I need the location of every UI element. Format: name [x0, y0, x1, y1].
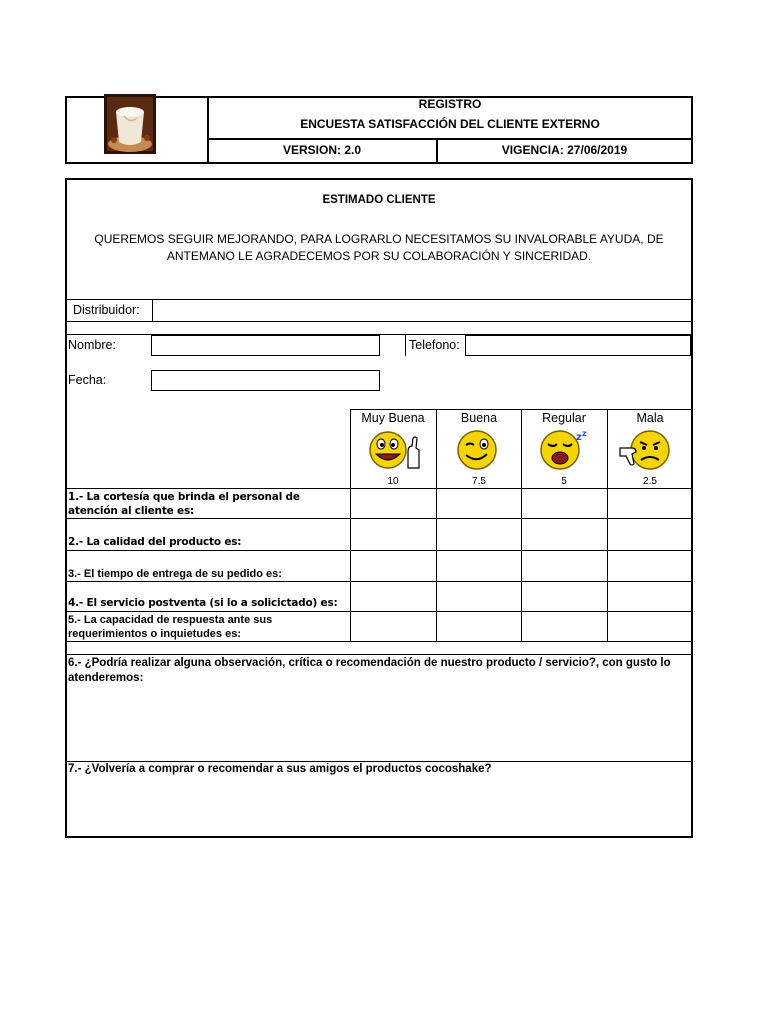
header-version: VERSION: 2.0: [282, 143, 362, 157]
winking-smiley-icon: [454, 428, 500, 472]
question-6-answer-area[interactable]: [66, 688, 692, 760]
drink-glass-icon: [104, 94, 156, 154]
distribuidor-label: Distribuidor:: [73, 303, 140, 317]
thumbs-down-smiley-icon: [618, 428, 672, 472]
answer-cell[interactable]: [351, 489, 436, 518]
rating-score-buena: 7.5: [472, 476, 486, 487]
telefono-field[interactable]: [465, 335, 691, 356]
question-1: 1.- La cortesía que brinda el personal de atención al cliente es:: [68, 491, 300, 517]
greeting: ESTIMADO CLIENTE: [322, 194, 436, 206]
rating-score-regular: 5: [561, 476, 567, 487]
question-7-answer-area[interactable]: [66, 780, 692, 836]
rating-score-muy-buena: 10: [387, 476, 399, 487]
svg-text:z: z: [582, 429, 587, 438]
question-5: 5.- La capacidad de respuesta ante sus requerimientos o inquietudes es:: [68, 614, 273, 640]
svg-text:z: z: [576, 432, 582, 443]
header-vigencia: VIGENCIA: 27/06/2019: [501, 143, 628, 157]
answer-cell[interactable]: [522, 489, 607, 518]
thumbs-up-smiley-icon: [366, 428, 422, 472]
fecha-label: Fecha:: [68, 373, 107, 387]
rating-label-buena: Buena: [460, 411, 498, 425]
intro-message: QUEREMOS SEGUIR MEJORANDO, PARA LOGRARLO NECESITAMOS SU INVALORABLE AYUDA, DE ANTEMANO LE AGRADECEMOS POR SU COLABORACIÓN Y SINCERIDAD.: [94, 232, 664, 263]
rating-label-mala: Mala: [636, 411, 664, 425]
rating-label-muy-buena: Muy Buena: [361, 411, 425, 425]
question-2: 2.- La calidad del producto es:: [68, 536, 242, 548]
question-3: 3.- El tiempo de entrega de su pedido es:: [68, 568, 282, 580]
telefono-label: Telefono:: [409, 338, 460, 352]
question-7: 7.- ¿Volvería a comprar o recomendar a sus amigos el productos cocoshake?: [68, 763, 492, 775]
question-6: 6.- ¿Podría realizar alguna observación, crítica o recomendación de nuestro producto / servicio?, con gusto lo atenderemos:: [68, 657, 671, 684]
distribuidor-field[interactable]: [153, 300, 691, 320]
answer-cell[interactable]: [608, 489, 692, 518]
answer-cell[interactable]: [437, 489, 521, 518]
rating-label-regular: Regular: [542, 411, 586, 425]
question-4: 4.- El servicio postventa (si lo a solicictado) es:: [68, 597, 338, 609]
fecha-field[interactable]: [151, 370, 380, 391]
header-title-encuesta: ENCUESTA SATISFACCIÓN DEL CLIENTE EXTERNO: [300, 117, 600, 131]
nombre-field[interactable]: [151, 335, 380, 356]
rating-score-mala: 2.5: [643, 476, 657, 487]
nombre-label: Nombre:: [68, 338, 116, 352]
sleepy-smiley-icon: [538, 428, 592, 472]
header-title-registro: REGISTRO: [418, 97, 482, 111]
